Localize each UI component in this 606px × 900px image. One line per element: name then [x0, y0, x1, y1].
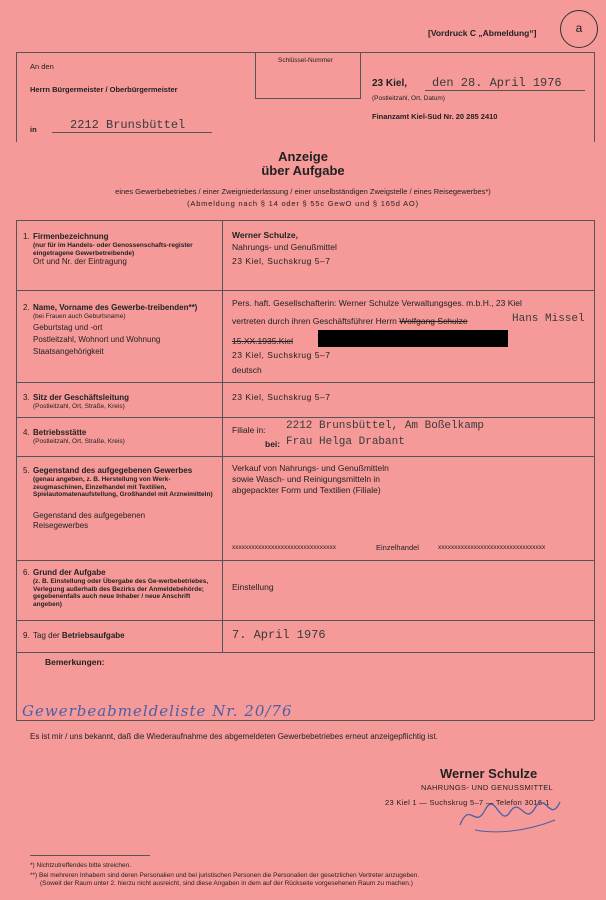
in-underline	[52, 132, 212, 133]
row4-bei-value: Frau Helga Drabant	[286, 436, 405, 448]
row-sep-4	[16, 456, 594, 457]
row1-label: 1. Firmenbezeichnung (nur für im Handels- oder Genossenschafts-register eingetragene Gewerbetreibende) Ort und Nr. der Eintragung	[23, 232, 193, 266]
row2-v5: deutsch	[232, 365, 262, 375]
table-right	[594, 220, 595, 720]
frame-left-top	[16, 52, 17, 142]
key-box-bottom	[255, 98, 361, 99]
title-desc2: (Abmeldung nach § 14 oder § 55c GewO und § 165d AO)	[187, 199, 419, 208]
row5-xline-right: xxxxxxxxxxxxxxxxxxxxxxxxxxxxxxxxx	[438, 544, 546, 551]
row6-v1: Einstellung	[232, 582, 274, 592]
date-underline	[425, 90, 585, 91]
row-sep-5	[16, 560, 594, 561]
date: den 28. April 1976	[432, 76, 562, 90]
row-sep-3	[16, 417, 594, 418]
row3-label: 3. Sitz der Geschäftsleitung (Postleitzahl, Ort, Straße, Kreis)	[23, 393, 130, 410]
redaction-bar	[318, 330, 508, 347]
row2-v2: vertreten durch ihren Geschäftsführer Herrn Wolfgang Schulze	[232, 316, 468, 326]
finanzamt: Finanzamt Kiel-Süd Nr. 20 285 2410	[372, 112, 498, 121]
signature	[455, 790, 565, 840]
row-sep-1	[16, 290, 594, 291]
title-line2: über Aufgabe	[261, 163, 345, 178]
stamp-addr: 23 Kiel 1 — Suchskrug 5–7 — Telefon 3016-1	[385, 798, 550, 807]
row2-v3: 15.XX.1935.Kiel	[232, 336, 293, 346]
title-line1: Anzeige	[278, 149, 328, 164]
row9-label: 9. Tag der Betriebsaufgabe	[23, 631, 125, 640]
row2-v1: Pers. haft. Gesellschafterin: Werner Schulze Verwaltungsges. m.b.H., 23 Kiel	[232, 298, 522, 308]
row-sep-6	[16, 620, 594, 621]
city-sub: (Postleitzahl, Ort, Datum)	[372, 95, 445, 102]
row4-filiale-label: Filiale in:	[232, 425, 266, 435]
row2-v4: 23 Kiel, Suchskrug 5–7	[232, 350, 331, 360]
row1-v3: 23 Kiel, Suchskrug 5–7	[232, 256, 331, 266]
row-sep-7	[16, 652, 594, 653]
row3-v1: 23 Kiel, Suchskrug 5–7	[232, 392, 331, 402]
table-divider	[222, 220, 223, 652]
table-bottom	[16, 720, 594, 721]
note3: (Soweit der Raum unter 2. hierzu nicht ausreicht, sind diese Angaben in dem auf der Rückseite vorgesehenen Raum zu machen.)	[40, 880, 413, 887]
row5-xline-mid: Einzelhandel	[376, 543, 419, 552]
row9-v1: 7. April 1976	[232, 628, 326, 642]
note1: *) Nichtzutreffendes bitte streichen.	[30, 862, 132, 869]
frame-top	[16, 52, 594, 53]
row6-label: 6. Grund der Aufgabe (z. B. Einstellung oder Übergabe des Ge-werbebetriebes, Verlegung außerhalb des Bezirks der Anmeldebehörde; gegebenenfalls auch neue Inhaber / neue Anschrift angeben)	[23, 568, 209, 608]
table-left	[16, 220, 17, 720]
row5-v1: Verkauf von Nahrungs- und Genußmitteln	[232, 463, 389, 473]
row4-bei-label: bei:	[265, 439, 281, 449]
form-letter-circle: a	[560, 10, 598, 48]
row5-v3: abgepackter Form und Textilien (Filiale)	[232, 485, 381, 495]
row4-label: 4. Betriebsstätte (Postleitzahl, Ort, Straße, Kreis)	[23, 428, 125, 445]
key-box-right	[360, 52, 361, 98]
bemerkungen-handwritten: Gewerbeabmeldeliste Nr. 20/76	[22, 702, 293, 720]
row5-xline-left: xxxxxxxxxxxxxxxxxxxxxxxxxxxxxxxx	[232, 544, 336, 551]
row-sep-2	[16, 382, 594, 383]
stamp-sub: NAHRUNGS- UND GENUSSMITTEL	[421, 783, 553, 792]
row1-v2: Nahrungs- und Genußmittel	[232, 242, 337, 252]
row2-label: 2. Name, Vorname des Gewerbe-treibenden**) (bei Frauen auch Geburtsname) Geburtstag und -ort Postleitzahl, Wohnort und Wohnung Staatsangehörigkeit	[23, 303, 198, 356]
city: 23 Kiel,	[372, 78, 408, 89]
bemerkungen-label: Bemerkungen:	[45, 657, 105, 667]
in-label: in	[30, 125, 37, 134]
row1-v1: Werner Schulze,	[232, 230, 298, 240]
addressee-line2: Herrn Bürgermeister / Oberbürgermeister	[30, 85, 178, 94]
note2: **) Bei mehreren Inhabern sind deren Personalien und bei juristischen Personen die Personalien der gesetzlichen Vertreter anzugeben.	[30, 872, 420, 879]
row2-v2-typed: Hans Missel	[512, 313, 585, 325]
footer-statement: Es ist mir / uns bekannt, daß die Wiederaufnahme des abgemeldeten Gewerbebetriebes erneut anzeigepflichtig ist.	[30, 732, 438, 741]
table-top	[16, 220, 594, 221]
notes-divider	[30, 855, 150, 856]
frame-right-top	[594, 52, 595, 142]
key-box-left	[255, 52, 256, 98]
row5-v2: sowie Wasch- und Reinigungsmitteln in	[232, 474, 381, 484]
stamp-name: Werner Schulze	[440, 766, 538, 781]
row5-label: 5. Gegenstand des aufgegebenen Gewerbes (genau angeben, z. B. Herstellung von Werk-zeugmaschinen, Einzelhandel mit Textilien, Spielautomatenaufstellung, Großhandel mit Arzneimitteln) Gegenstand des aufgegebenen Reisegewerbes	[23, 466, 213, 530]
row4-filiale-value: 2212 Brunsbüttel, Am Boßelkamp	[286, 420, 485, 432]
in-value: 2212 Brunsbüttel	[70, 118, 186, 132]
title-desc1: eines Gewerbebetriebes / einer Zweigniederlassung / einer unselbständigen Zweigstelle / eines Reisegewerbes*)	[115, 187, 491, 196]
form-label: [Vordruck C „Abmeldung“]	[428, 28, 537, 38]
schluessel-label: Schlüssel-Nummer	[278, 57, 333, 64]
addressee-line1: An den	[30, 62, 54, 71]
